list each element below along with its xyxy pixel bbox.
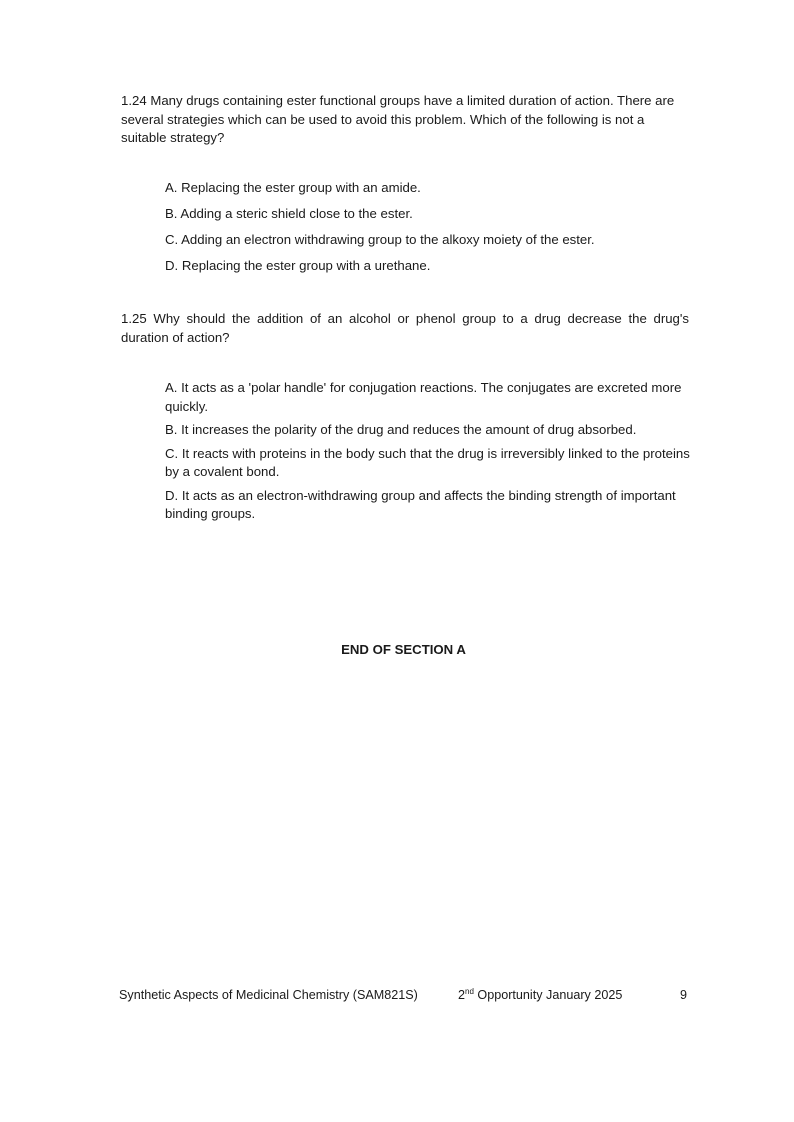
question-text: 1.25 Why should the addition of an alcohol or phenol group to a drug decrease the drug's duration of action? [121,311,689,345]
option-d: D. Replacing the ester group with a urethane. [165,258,431,273]
option-b: B. It increases the polarity of the drug and reduces the amount of drug absorbed. [165,422,637,437]
option-d: D. It acts as an electron-withdrawing group and affects the binding strength of important binding groups. [165,487,676,521]
option-a: A. It acts as a 'polar handle' for conjugation reactions. The conjugates are excreted more quickly. [165,380,682,414]
option-b: B. Adding a steric shield close to the ester. [165,206,413,221]
opportunity-ordinal: nd [465,987,474,996]
footer-opportunity [458,986,622,1005]
footer-course-title: Synthetic Aspects of Medicinal Chemistry (SAM821S) [119,988,418,1002]
page-number: 9 [680,988,688,1002]
option-c: C. Adding an electron withdrawing group to the alkoxy moiety of the ester. [165,232,595,247]
option-a: A. Replacing the ester group with an amide. [165,180,421,195]
option-c: C. It reacts with proteins in the body such that the drug is irreversibly linked to the proteins by a covalent bond. [165,445,690,479]
question-1-24 [121,92,689,148]
section-end-heading: END OF SECTION A [341,642,466,657]
question-1-25-options [165,379,690,529]
opportunity-number: 2 [458,988,466,1002]
question-1-24-options [165,179,690,283]
question-text: 1.24 Many drugs containing ester functional groups have a limited duration of action. There are several strategies which can be used to avoid this problem. Which of the following is not a suitable strategy? [121,93,675,145]
opportunity-text: Opportunity January 2025 [473,988,623,1002]
question-1-25 [121,310,689,347]
